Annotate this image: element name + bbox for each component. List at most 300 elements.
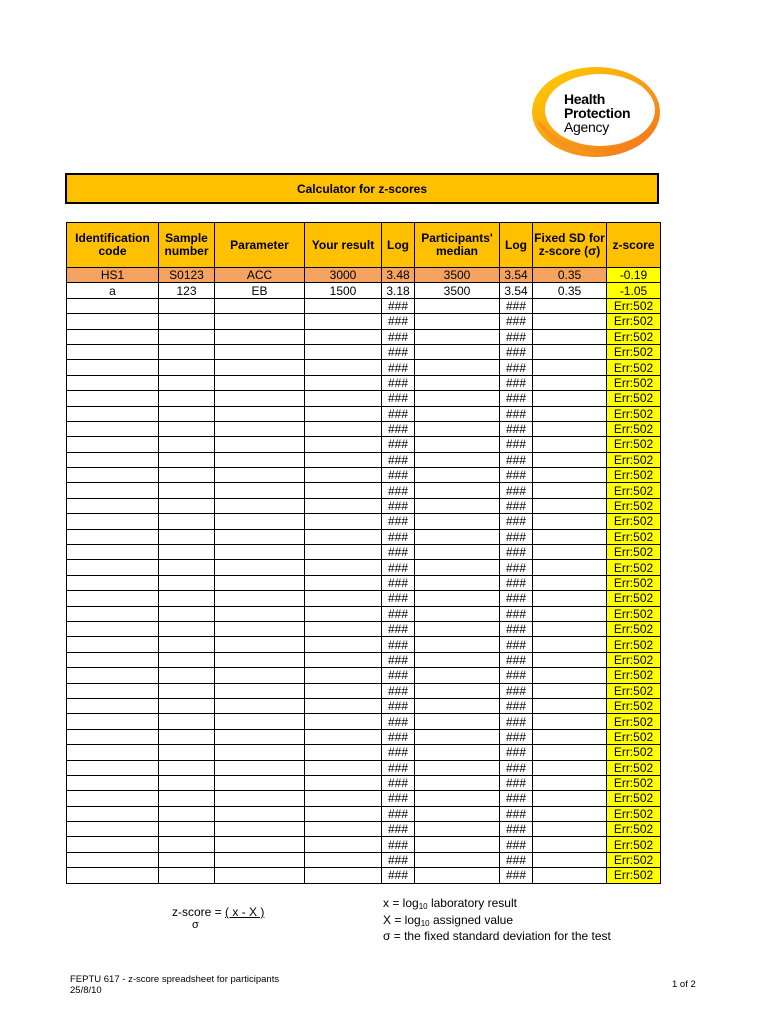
cell-log: ### (500, 298, 533, 313)
cell-fixed-sd[interactable] (533, 314, 607, 329)
cell-sample-number[interactable] (159, 621, 215, 636)
cell-sample-number[interactable] (159, 529, 215, 544)
cell-fixed-sd[interactable] (533, 298, 607, 313)
cell-sample-number[interactable] (159, 806, 215, 821)
calculator-title: Calculator for z-scores (65, 173, 659, 204)
cell-parameter[interactable] (215, 498, 305, 513)
cell-your-result[interactable] (305, 714, 382, 729)
cell-median[interactable] (415, 421, 500, 436)
cell-parameter[interactable] (215, 714, 305, 729)
cell-identification-code[interactable] (67, 514, 159, 529)
cell-sample-number[interactable] (159, 375, 215, 390)
cell-log: ### (382, 298, 415, 313)
cell-parameter[interactable] (215, 591, 305, 606)
cell-identification-code[interactable] (67, 545, 159, 560)
cell-zscore: Err:502 (607, 452, 661, 467)
cell-sample-number[interactable] (159, 698, 215, 713)
cell-identification-code[interactable] (67, 714, 159, 729)
cell-your-result[interactable] (305, 852, 382, 867)
cell-identification-code[interactable] (67, 621, 159, 636)
cell-parameter[interactable] (215, 329, 305, 344)
cell-parameter[interactable] (215, 822, 305, 837)
cell-identification-code[interactable] (67, 729, 159, 744)
cell-sample-number[interactable] (159, 514, 215, 529)
cell-identification-code[interactable] (67, 822, 159, 837)
table-row (67, 298, 661, 313)
cell-identification-code[interactable] (67, 775, 159, 790)
cell-sample-number[interactable] (159, 822, 215, 837)
cell-your-result[interactable] (305, 868, 382, 883)
cell-median[interactable] (415, 514, 500, 529)
cell-fixed-sd[interactable] (533, 452, 607, 467)
cell-sample-number[interactable] (159, 591, 215, 606)
cell-log: ### (382, 314, 415, 329)
cell-sample-number[interactable] (159, 683, 215, 698)
cell-sample-number[interactable] (159, 344, 215, 359)
cell-your-result[interactable] (305, 791, 382, 806)
cell-your-result[interactable] (305, 468, 382, 483)
cell-fixed-sd[interactable] (533, 468, 607, 483)
cell-parameter[interactable] (215, 391, 305, 406)
cell-median[interactable] (415, 637, 500, 652)
cell-sample-number[interactable] (159, 868, 215, 883)
cell-your-result[interactable] (305, 837, 382, 852)
formula-numerator: ( x - X ) (225, 905, 265, 919)
cell-identification-code[interactable] (67, 698, 159, 713)
cell-median[interactable] (415, 468, 500, 483)
cell-parameter[interactable] (215, 852, 305, 867)
table-row (67, 806, 661, 821)
cell-sample-number[interactable] (159, 837, 215, 852)
legend-sigma: σ = the fixed standard deviation for the test (383, 929, 611, 943)
cell-your-result[interactable]: 3000 (305, 268, 382, 283)
cell-identification-code[interactable] (67, 391, 159, 406)
cell-median[interactable] (415, 314, 500, 329)
cell-log: ### (500, 822, 533, 837)
cell-sample-number[interactable] (159, 729, 215, 744)
cell-log: 3.54 (500, 268, 533, 283)
cell-identification-code[interactable] (67, 837, 159, 852)
cell-your-result[interactable] (305, 360, 382, 375)
column-header: z-score (607, 223, 661, 268)
cell-zscore: Err:502 (607, 421, 661, 436)
cell-fixed-sd[interactable] (533, 529, 607, 544)
cell-identification-code[interactable] (67, 298, 159, 313)
cell-identification-code[interactable] (67, 852, 159, 867)
cell-your-result[interactable] (305, 668, 382, 683)
cell-fixed-sd[interactable] (533, 714, 607, 729)
cell-log: ### (382, 791, 415, 806)
cell-identification-code[interactable] (67, 575, 159, 590)
cell-log: ### (382, 837, 415, 852)
cell-your-result[interactable] (305, 391, 382, 406)
cell-fixed-sd[interactable] (533, 606, 607, 621)
cell-your-result[interactable] (305, 729, 382, 744)
cell-parameter[interactable] (215, 545, 305, 560)
cell-median[interactable] (415, 298, 500, 313)
cell-parameter[interactable]: ACC (215, 268, 305, 283)
cell-median[interactable] (415, 545, 500, 560)
cell-sample-number[interactable] (159, 406, 215, 421)
cell-fixed-sd[interactable] (533, 498, 607, 513)
cell-median[interactable] (415, 360, 500, 375)
cell-fixed-sd[interactable] (533, 729, 607, 744)
table-row (67, 606, 661, 621)
cell-your-result[interactable] (305, 329, 382, 344)
cell-parameter[interactable] (215, 560, 305, 575)
table-row (67, 837, 661, 852)
cell-identification-code[interactable] (67, 806, 159, 821)
cell-log: ### (500, 729, 533, 744)
cell-median[interactable] (415, 437, 500, 452)
cell-your-result[interactable] (305, 575, 382, 590)
cell-log: ### (500, 621, 533, 636)
cell-parameter[interactable] (215, 745, 305, 760)
cell-log: ### (500, 314, 533, 329)
cell-fixed-sd[interactable] (533, 837, 607, 852)
table-row (67, 822, 661, 837)
cell-parameter[interactable] (215, 529, 305, 544)
cell-parameter[interactable] (215, 698, 305, 713)
cell-sample-number[interactable] (159, 329, 215, 344)
cell-your-result[interactable] (305, 406, 382, 421)
cell-median[interactable] (415, 344, 500, 359)
table-row (67, 406, 661, 421)
table-row (67, 314, 661, 329)
cell-identification-code[interactable] (67, 375, 159, 390)
cell-parameter[interactable] (215, 668, 305, 683)
cell-fixed-sd[interactable] (533, 822, 607, 837)
cell-sample-number[interactable] (159, 760, 215, 775)
cell-fixed-sd[interactable] (533, 621, 607, 636)
cell-parameter[interactable] (215, 344, 305, 359)
cell-parameter[interactable] (215, 360, 305, 375)
cell-median[interactable] (415, 822, 500, 837)
cell-sample-number[interactable] (159, 606, 215, 621)
cell-your-result[interactable] (305, 545, 382, 560)
cell-sample-number[interactable]: 123 (159, 283, 215, 298)
cell-fixed-sd[interactable] (533, 344, 607, 359)
cell-identification-code[interactable] (67, 529, 159, 544)
cell-identification-code[interactable] (67, 468, 159, 483)
cell-identification-code[interactable] (67, 344, 159, 359)
cell-sample-number[interactable] (159, 391, 215, 406)
cell-fixed-sd[interactable]: 0.35 (533, 283, 607, 298)
cell-identification-code[interactable] (67, 606, 159, 621)
cell-fixed-sd[interactable] (533, 637, 607, 652)
cell-sample-number[interactable] (159, 498, 215, 513)
cell-parameter[interactable] (215, 729, 305, 744)
zscore-table (66, 222, 661, 884)
cell-your-result[interactable] (305, 698, 382, 713)
cell-median[interactable] (415, 391, 500, 406)
cell-parameter[interactable] (215, 421, 305, 436)
cell-median[interactable] (415, 375, 500, 390)
cell-log: ### (382, 806, 415, 821)
cell-parameter[interactable] (215, 868, 305, 883)
logo-line-1: Health (564, 91, 605, 107)
cell-fixed-sd[interactable] (533, 683, 607, 698)
cell-log: ### (500, 837, 533, 852)
cell-median[interactable] (415, 729, 500, 744)
cell-sample-number[interactable] (159, 852, 215, 867)
cell-log: ### (500, 545, 533, 560)
cell-fixed-sd[interactable] (533, 391, 607, 406)
cell-parameter[interactable] (215, 298, 305, 313)
cell-log: ### (382, 468, 415, 483)
cell-zscore: Err:502 (607, 437, 661, 452)
cell-log: ### (382, 668, 415, 683)
cell-median[interactable] (415, 606, 500, 621)
cell-sample-number[interactable] (159, 745, 215, 760)
cell-parameter[interactable] (215, 514, 305, 529)
cell-your-result[interactable] (305, 637, 382, 652)
table-row (67, 760, 661, 775)
cell-median[interactable] (415, 529, 500, 544)
cell-your-result[interactable] (305, 437, 382, 452)
cell-parameter[interactable] (215, 621, 305, 636)
cell-median[interactable] (415, 775, 500, 790)
cell-fixed-sd[interactable] (533, 406, 607, 421)
cell-identification-code[interactable] (67, 406, 159, 421)
cell-fixed-sd[interactable] (533, 514, 607, 529)
cell-median[interactable] (415, 868, 500, 883)
cell-sample-number[interactable] (159, 452, 215, 467)
cell-median[interactable] (415, 560, 500, 575)
formula-denominator: σ (192, 919, 199, 931)
cell-median[interactable] (415, 760, 500, 775)
cell-fixed-sd[interactable] (533, 329, 607, 344)
cell-median[interactable] (415, 652, 500, 667)
cell-your-result[interactable] (305, 683, 382, 698)
cell-median[interactable] (415, 791, 500, 806)
cell-your-result[interactable] (305, 760, 382, 775)
cell-parameter[interactable] (215, 775, 305, 790)
cell-your-result[interactable] (305, 745, 382, 760)
cell-your-result[interactable] (305, 822, 382, 837)
cell-parameter[interactable] (215, 760, 305, 775)
legend-x: $x = \log_{10}$ laboratory result (383, 896, 517, 911)
cell-your-result[interactable] (305, 483, 382, 498)
cell-parameter[interactable] (215, 683, 305, 698)
cell-fixed-sd[interactable] (533, 437, 607, 452)
cell-parameter[interactable] (215, 437, 305, 452)
cell-log: ### (382, 391, 415, 406)
cell-parameter[interactable] (215, 575, 305, 590)
cell-identification-code[interactable] (67, 560, 159, 575)
cell-zscore: Err:502 (607, 698, 661, 713)
cell-identification-code[interactable] (67, 745, 159, 760)
cell-your-result[interactable] (305, 775, 382, 790)
cell-fixed-sd[interactable] (533, 698, 607, 713)
cell-median[interactable] (415, 406, 500, 421)
cell-sample-number[interactable] (159, 714, 215, 729)
cell-zscore: Err:502 (607, 575, 661, 590)
cell-zscore: Err:502 (607, 344, 661, 359)
cell-zscore: Err:502 (607, 775, 661, 790)
cell-identification-code[interactable] (67, 421, 159, 436)
cell-log: ### (500, 745, 533, 760)
cell-parameter[interactable] (215, 406, 305, 421)
cell-identification-code[interactable]: HS1 (67, 268, 159, 283)
cell-fixed-sd[interactable] (533, 668, 607, 683)
cell-identification-code[interactable] (67, 868, 159, 883)
cell-your-result[interactable] (305, 806, 382, 821)
cell-log: ### (382, 729, 415, 744)
cell-log: ### (382, 514, 415, 529)
cell-your-result[interactable] (305, 514, 382, 529)
cell-fixed-sd[interactable] (533, 375, 607, 390)
cell-median[interactable]: 3500 (415, 283, 500, 298)
table-row (67, 668, 661, 683)
cell-identification-code[interactable] (67, 452, 159, 467)
cell-your-result[interactable] (305, 621, 382, 636)
cell-log: ### (500, 637, 533, 652)
cell-fixed-sd[interactable] (533, 775, 607, 790)
cell-fixed-sd[interactable] (533, 360, 607, 375)
cell-parameter[interactable] (215, 452, 305, 467)
cell-sample-number[interactable] (159, 314, 215, 329)
cell-sample-number[interactable] (159, 483, 215, 498)
cell-zscore: Err:502 (607, 529, 661, 544)
cell-identification-code[interactable]: a (67, 283, 159, 298)
cell-fixed-sd[interactable] (533, 591, 607, 606)
cell-zscore: Err:502 (607, 468, 661, 483)
cell-sample-number[interactable] (159, 775, 215, 790)
cell-sample-number[interactable]: S0123 (159, 268, 215, 283)
cell-parameter[interactable] (215, 314, 305, 329)
cell-identification-code[interactable] (67, 498, 159, 513)
cell-identification-code[interactable] (67, 314, 159, 329)
cell-sample-number[interactable] (159, 360, 215, 375)
cell-parameter[interactable] (215, 837, 305, 852)
table-row (67, 452, 661, 467)
cell-your-result[interactable] (305, 298, 382, 313)
cell-identification-code[interactable] (67, 637, 159, 652)
cell-fixed-sd[interactable] (533, 545, 607, 560)
cell-median[interactable] (415, 668, 500, 683)
cell-parameter[interactable] (215, 637, 305, 652)
cell-median[interactable] (415, 452, 500, 467)
cell-fixed-sd[interactable] (533, 745, 607, 760)
cell-your-result[interactable] (305, 375, 382, 390)
cell-median[interactable] (415, 837, 500, 852)
cell-your-result[interactable] (305, 591, 382, 606)
cell-identification-code[interactable] (67, 591, 159, 606)
cell-your-result[interactable] (305, 421, 382, 436)
cell-parameter[interactable] (215, 652, 305, 667)
cell-median[interactable] (415, 683, 500, 698)
cell-parameter[interactable] (215, 483, 305, 498)
cell-log: ### (382, 822, 415, 837)
cell-your-result[interactable] (305, 652, 382, 667)
cell-parameter[interactable] (215, 468, 305, 483)
cell-fixed-sd[interactable] (533, 868, 607, 883)
cell-median[interactable] (415, 591, 500, 606)
cell-identification-code[interactable] (67, 791, 159, 806)
cell-your-result[interactable] (305, 344, 382, 359)
cell-median[interactable] (415, 714, 500, 729)
table-row (67, 591, 661, 606)
cell-median[interactable] (415, 575, 500, 590)
cell-fixed-sd[interactable] (533, 791, 607, 806)
cell-median[interactable] (415, 745, 500, 760)
cell-fixed-sd[interactable] (533, 852, 607, 867)
cell-median[interactable] (415, 698, 500, 713)
cell-fixed-sd[interactable] (533, 483, 607, 498)
cell-parameter[interactable] (215, 606, 305, 621)
cell-sample-number[interactable] (159, 791, 215, 806)
cell-parameter[interactable] (215, 791, 305, 806)
table-row (67, 391, 661, 406)
cell-zscore: Err:502 (607, 837, 661, 852)
cell-sample-number[interactable] (159, 437, 215, 452)
cell-your-result[interactable] (305, 452, 382, 467)
cell-zscore: Err:502 (607, 791, 661, 806)
cell-your-result[interactable] (305, 529, 382, 544)
cell-median[interactable] (415, 852, 500, 867)
cell-median[interactable] (415, 483, 500, 498)
cell-sample-number[interactable] (159, 637, 215, 652)
cell-median[interactable] (415, 621, 500, 636)
cell-fixed-sd[interactable] (533, 652, 607, 667)
cell-identification-code[interactable] (67, 437, 159, 452)
cell-your-result[interactable]: 1500 (305, 283, 382, 298)
cell-fixed-sd[interactable] (533, 560, 607, 575)
cell-identification-code[interactable] (67, 483, 159, 498)
cell-log: 3.48 (382, 268, 415, 283)
cell-fixed-sd[interactable]: 0.35 (533, 268, 607, 283)
cell-zscore: Err:502 (607, 668, 661, 683)
cell-fixed-sd[interactable] (533, 806, 607, 821)
cell-fixed-sd[interactable] (533, 575, 607, 590)
cell-sample-number[interactable] (159, 575, 215, 590)
table-row (67, 775, 661, 790)
cell-identification-code[interactable] (67, 683, 159, 698)
cell-sample-number[interactable] (159, 298, 215, 313)
cell-parameter[interactable]: EB (215, 283, 305, 298)
table-header-row (67, 223, 661, 268)
cell-parameter[interactable] (215, 806, 305, 821)
cell-parameter[interactable] (215, 375, 305, 390)
cell-sample-number[interactable] (159, 668, 215, 683)
table-row (67, 745, 661, 760)
cell-identification-code[interactable] (67, 760, 159, 775)
cell-zscore: Err:502 (607, 514, 661, 529)
cell-median[interactable] (415, 329, 500, 344)
cell-your-result[interactable] (305, 498, 382, 513)
cell-sample-number[interactable] (159, 421, 215, 436)
cell-fixed-sd[interactable] (533, 421, 607, 436)
column-header: Sample number (159, 223, 215, 268)
cell-sample-number[interactable] (159, 560, 215, 575)
cell-your-result[interactable] (305, 314, 382, 329)
cell-identification-code[interactable] (67, 360, 159, 375)
cell-your-result[interactable] (305, 606, 382, 621)
cell-fixed-sd[interactable] (533, 760, 607, 775)
cell-identification-code[interactable] (67, 329, 159, 344)
cell-identification-code[interactable] (67, 652, 159, 667)
cell-sample-number[interactable] (159, 545, 215, 560)
zscore-formula (172, 905, 264, 919)
cell-median[interactable] (415, 498, 500, 513)
cell-median[interactable]: 3500 (415, 268, 500, 283)
cell-your-result[interactable] (305, 560, 382, 575)
cell-identification-code[interactable] (67, 668, 159, 683)
cell-median[interactable] (415, 806, 500, 821)
cell-sample-number[interactable] (159, 468, 215, 483)
cell-sample-number[interactable] (159, 652, 215, 667)
